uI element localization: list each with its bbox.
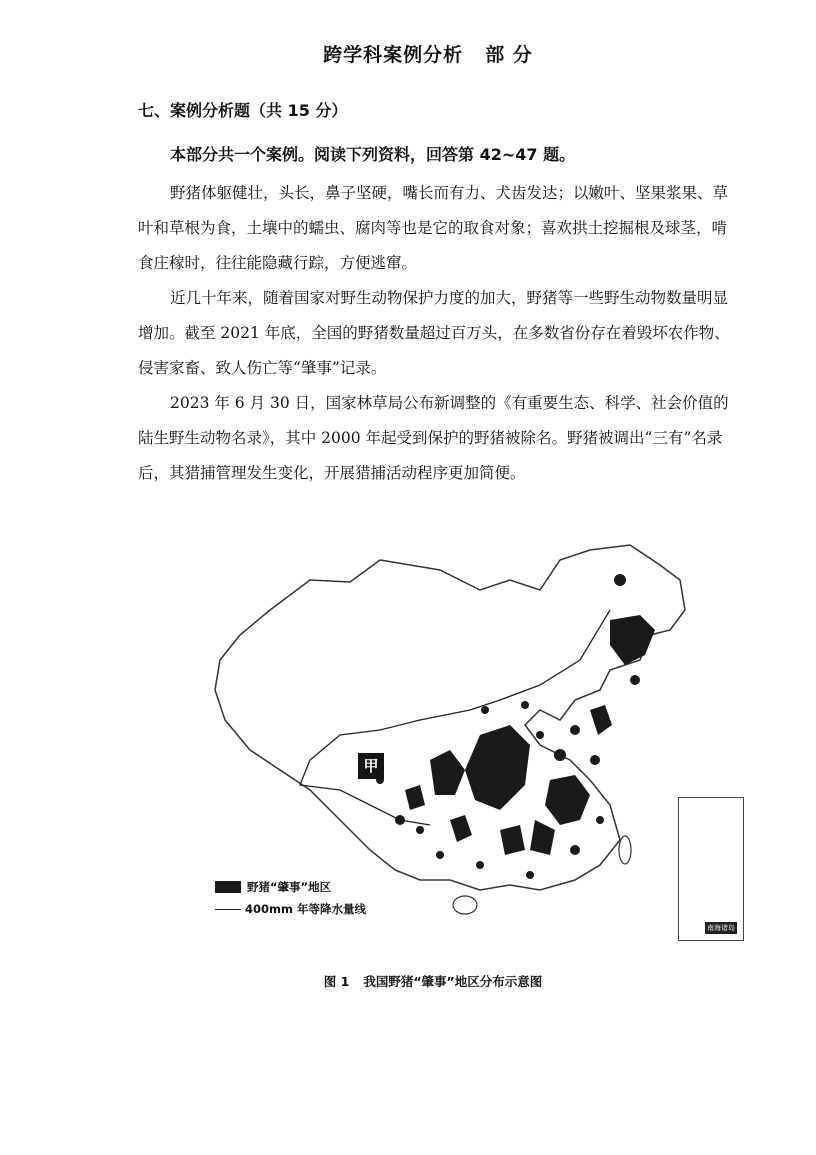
paragraph-3: 2023 年 6 月 30 日，国家林草局公布新调整的《有重要生态、科学、社会价值的陆生野生动物名录》，其中 2000 年起受到保护的野猪被除名。野猪被调出“三有”名录后，其猎捕管理发生变化，开展猎捕活动程序更加简便。 [138, 394, 729, 482]
china-outline [215, 545, 685, 890]
page-title-main: 跨学科案例分析 [323, 44, 464, 66]
hainan-island [453, 896, 477, 914]
legend-line-label: 400mm 年等降水量线 [245, 902, 366, 916]
legend-row-area [215, 876, 366, 898]
legend-line-swatch [215, 909, 241, 910]
paragraph-2: 近几十年来，随着国家对野生动物保护力度的加大，野猪等一些野生动物数量明显增加。截至 2021 年底，全国的野猪数量超过百万头，在多数省份存在着毁坏农作物、侵害家畜、致人伤亡等“肇事”记录。 [138, 289, 730, 377]
paragraph-1: 野猪体躯健壮，头长，鼻子坚硬，嘴长而有力、犬齿发达；以嫩叶、坚果浆果、草叶和草根为食，土壤中的蠕虫、腐肉等也是它的取食对象；喜欢拱土挖掘根及球茎，啃食庄稼时，往往能隐藏行踪，方便逃窜。 [138, 184, 729, 272]
figure-number: 图 1 [323, 974, 350, 989]
page-title-part: 部 分 [485, 44, 533, 66]
inset-label: 南海诸岛 [707, 924, 735, 932]
south-sea-islands-inset [678, 797, 744, 941]
map-marker-jia: 甲 [358, 753, 384, 779]
map-legend [215, 876, 366, 920]
section-heading: 七、案例分析题（共 15 分） [138, 101, 348, 120]
legend-area-swatch [215, 881, 241, 893]
page-title [0, 40, 816, 67]
figure-caption [0, 972, 816, 990]
figure-caption-text: 我国野猪“肇事”地区分布示意图 [363, 974, 543, 989]
taiwan-island [619, 836, 631, 864]
legend-area-label: 野猪“肇事”地区 [247, 880, 332, 894]
section-intro: 本部分共一个案例。阅读下列资料，回答第 42~47 题。 [170, 145, 576, 164]
legend-row-line [215, 898, 366, 920]
